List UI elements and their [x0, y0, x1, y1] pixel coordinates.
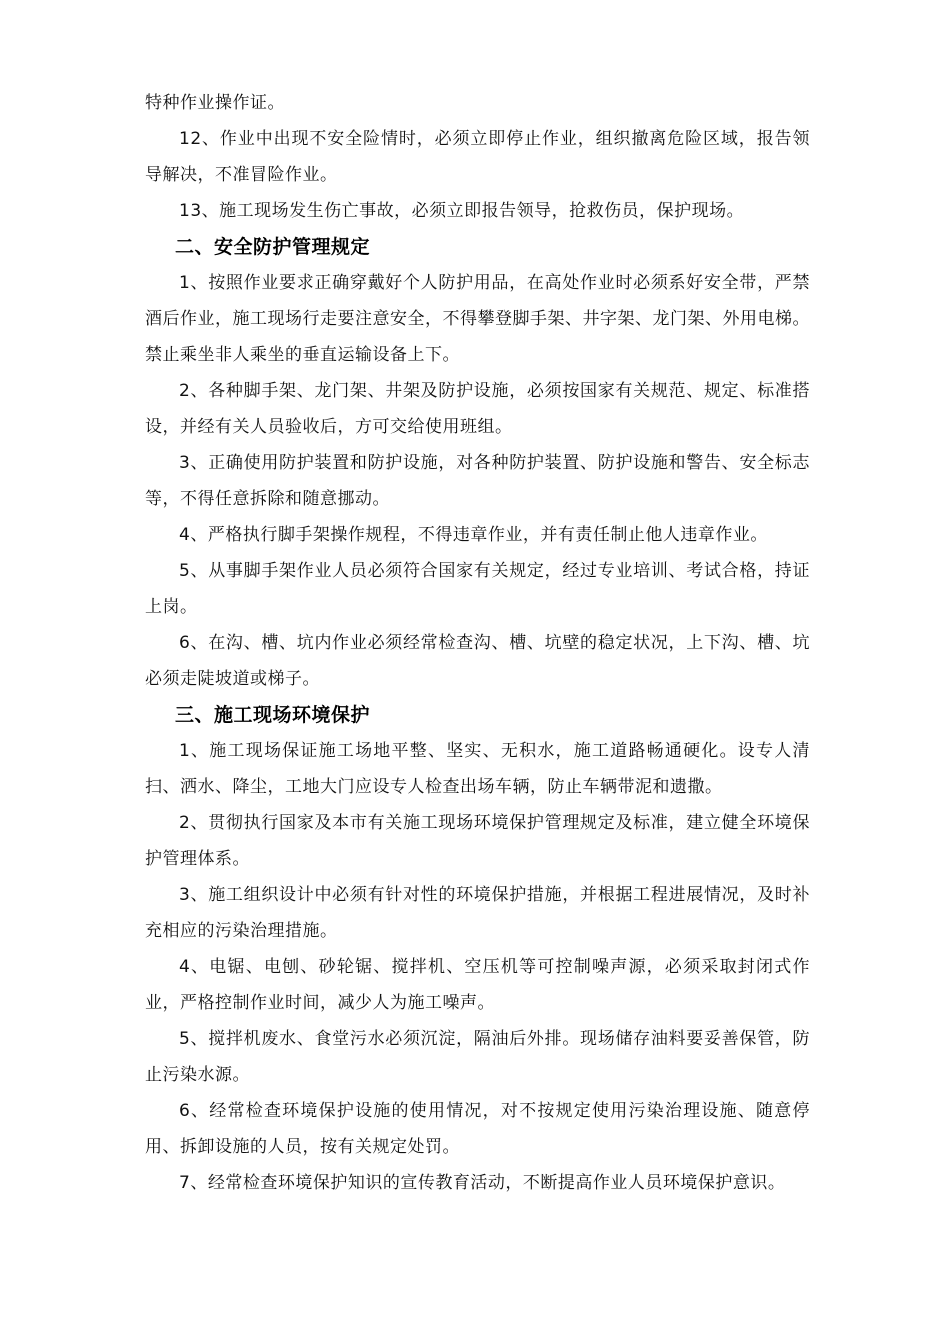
section3-item-2: 2、贯彻执行国家及本市有关施工现场环境保护管理规定及标准，建立健全环境保护管理体系。	[145, 813, 810, 869]
section2-item-2: 2、各种脚手架、龙门架、井架及防护设施，必须按国家有关规范、规定、标准搭设，并经有关人员验收后，方可交给使用班组。	[145, 381, 810, 437]
section2-item-6: 6、在沟、槽、坑内作业必须经常检查沟、槽、坑壁的稳定状况，上下沟、槽、坑必须走陡坡道或梯子。	[145, 633, 810, 689]
section2-item-3: 3、正确使用防护装置和防护设施，对各种防护装置、防护设施和警告、安全标志等，不得任意拆除和随意挪动。	[145, 453, 810, 509]
document-body	[145, 85, 810, 1201]
section3-item-1: 1、施工现场保证施工场地平整、坚实、无积水，施工道路畅通硬化。设专人清扫、洒水、降尘，工地大门应设专人检查出场车辆，防止车辆带泥和遗撒。	[145, 741, 810, 797]
section3-item-5: 5、搅拌机废水、食堂污水必须沉淀，隔油后外排。现场储存油料要妥善保管，防止污染水源。	[145, 1029, 810, 1085]
section2-heading: 二、安全防护管理规定	[175, 236, 371, 258]
section1-item-12: 12、作业中出现不安全险情时，必须立即停止作业，组织撤离危险区域，报告领导解决，不准冒险作业。	[145, 129, 810, 185]
section3-item-4: 4、电锯、电刨、砂轮锯、搅拌机、空压机等可控制噪声源，必须采取封闭式作业，严格控制作业时间，减少人为施工噪声。	[145, 957, 810, 1013]
section2-item-4: 4、严格执行脚手架操作规程，不得违章作业，并有责任制止他人违章作业。	[179, 525, 768, 545]
section2-item-1: 1、按照作业要求正确穿戴好个人防护用品，在高处作业时必须系好安全带，严禁酒后作业，施工现场行走要注意安全，不得攀登脚手架、井字架、龙门架、外用电梯。禁止乘坐非人乘坐的垂直运输设备上下。	[145, 273, 810, 365]
section2-item-5: 5、从事脚手架作业人员必须符合国家有关规定，经过专业培训、考试合格，持证上岗。	[145, 561, 810, 617]
section3-item-3: 3、施工组织设计中必须有针对性的环境保护措施，并根据工程进展情况，及时补充相应的污染治理措施。	[145, 885, 810, 941]
section3-heading: 三、施工现场环境保护	[175, 704, 371, 726]
section3-item-6: 6、经常检查环境保护设施的使用情况，对不按规定使用污染治理设施、随意停用、拆卸设施的人员，按有关规定处罚。	[145, 1101, 810, 1157]
section3-item-7: 7、经常检查环境保护知识的宣传教育活动，不断提高作业人员环境保护意识。	[179, 1173, 786, 1193]
section1-item-13: 13、施工现场发生伤亡事故，必须立即报告领导，抢救伤员，保护现场。	[179, 201, 745, 221]
continuation-text: 特种作业操作证。	[145, 93, 285, 113]
